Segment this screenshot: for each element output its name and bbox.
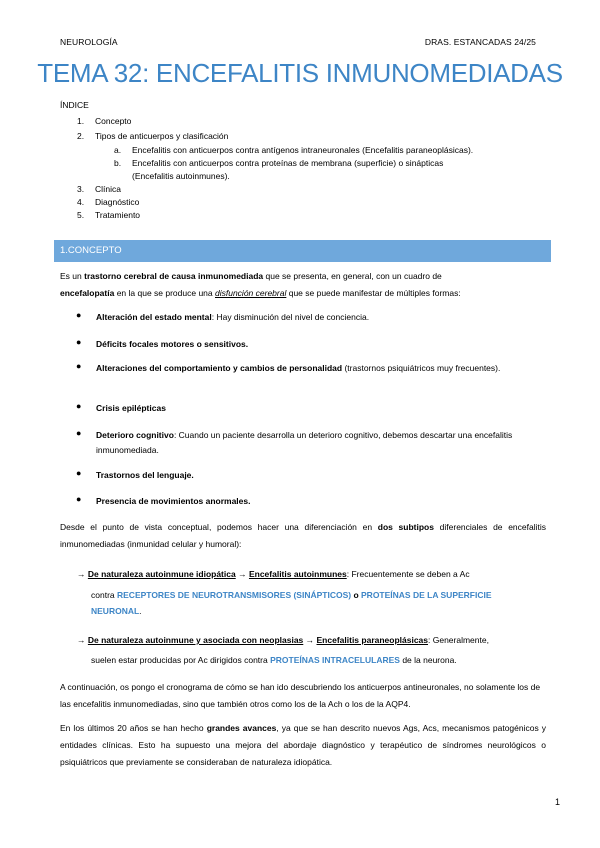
page-title: TEMA 32: ENCEFALITIS INMUNOMEDIADAS	[37, 58, 563, 88]
arrow-icon: →	[77, 569, 86, 579]
index-item	[77, 184, 121, 194]
subtype-autoinmune-detail: contra RECEPTORES DE NEUROTRANSMISORES (SINÁPTICOS) o PROTEÍNAS DE LA SUPERFICIE	[91, 590, 492, 600]
subtypes-paragraph: Desde el punto de vista conceptual, podemos hacer una diferenciación en dos subtipos diferenciales de encefalitis inmunomediadas (inmunidad celular y humoral):	[60, 522, 547, 549]
subtype-paraneoplasica-detail: suelen estar producidas por Ac dirigidos contra PROTEÍNAS INTRACELULARES de la neurona.	[91, 655, 457, 665]
index-item-label: Clínica	[95, 184, 121, 194]
bullet-item: Presencia de movimientos anormales.	[96, 496, 251, 506]
bullet-item: Trastornos del lenguaje.	[96, 470, 194, 480]
index-item-number: 4.	[77, 197, 85, 207]
subtype-paraneoplasica: → De naturaleza autoinmune y asociada con neoplasias → Encefalitis paraneoplásicas: Generalmente,	[77, 635, 489, 645]
index-item-number: 3.	[77, 184, 85, 194]
index-subitem	[114, 158, 443, 168]
header-authors: DRAS. ESTANCADAS 24/25	[424, 37, 536, 47]
index-heading: ÍNDICE	[60, 100, 89, 110]
index-item-label: Concepto	[95, 116, 132, 126]
index-item-label: Tratamiento	[95, 210, 141, 220]
cronograma-paragraph: A continuación, os pongo el cronograma de cómo se han ido descubriendo los anticuerpos antineuronales, no solamente los de las encefalitis inmunomediadas, sino que también otros como los de la Ach o los de la AQP4.	[60, 682, 541, 709]
subtype-autoinmune: → De naturaleza autoinmune idiopática → Encefalitis autoinmunes: Frecuentemente se deben a Ac	[77, 569, 470, 579]
bullet-marker: ●	[76, 401, 82, 411]
index-subitem-label: Encefalitis con anticuerpos contra antígenos intraneuronales (Encefalitis paraneoplásicas).	[132, 145, 474, 155]
bullet-marker: ●	[76, 361, 82, 371]
arrow-icon: →	[77, 635, 86, 645]
index-subitem-label: Encefalitis con anticuerpos contra proteínas de membrana (superficie) o sinápticas	[132, 158, 444, 168]
bullet-item: Déficits focales motores o sensitivos.	[96, 339, 249, 349]
index-subitem	[114, 145, 473, 155]
bullet-marker: ●	[76, 428, 82, 438]
index-item-number: 5.	[77, 210, 85, 220]
page-number: 1	[555, 797, 561, 807]
section-heading-concepto: 1.CONCEPTO	[54, 240, 551, 262]
index-item	[77, 210, 140, 220]
index-item-label: Tipos de anticuerpos y clasificación	[95, 131, 229, 141]
index-subitem-letter: b.	[114, 158, 122, 168]
index-item-number: 2.	[77, 131, 85, 141]
bullet-marker: ●	[76, 337, 82, 347]
index-item	[77, 131, 228, 141]
index-subitem-continuation: (Encefalitis autoinmunes).	[132, 171, 230, 181]
bullet-item: Crisis epilépticas	[96, 403, 166, 413]
avances-paragraph: En los últimos 20 años se han hecho grandes avances, ya que se han descrito nuevos Ags, Acs, mecanismos patogénicos y entidades clínicas. Esto ha supuesto una mejora del abordaje diagnóstico y terapéutico de síndromes neurológicos o psiquiátricos que previamente se consideraban de naturaleza idiopática.	[60, 723, 547, 767]
bullet-marker: ●	[76, 468, 82, 478]
index-item	[77, 116, 131, 126]
bullet-marker: ●	[76, 494, 82, 504]
bullet-item: Alteraciones del comportamiento y cambios de personalidad (trastornos psiquiátricos muy frecuentes).	[96, 363, 501, 373]
bullet-item: Alteración del estado mental: Hay disminución del nivel de conciencia.	[96, 312, 370, 322]
bullet-marker: ●	[76, 310, 82, 320]
header-subject: NEUROLOGÍA	[60, 37, 118, 47]
index-item-label: Diagnóstico	[95, 197, 140, 207]
index-item-number: 1.	[77, 116, 85, 126]
subtype-autoinmune-detail-cont: NEURONAL.	[91, 606, 142, 616]
intro-line-1: Es un trastorno cerebral de causa inmunomediada que se presenta, en general, con un cuadro de	[60, 271, 442, 281]
index-item	[77, 197, 139, 207]
index-subitem-letter: a.	[114, 145, 122, 155]
intro-paragraph	[60, 268, 546, 302]
bullet-item: Deterioro cognitivo: Cuando un paciente desarrolla un deterioro cognitivo, debemos descartar una encefalitis inmunomediada.	[96, 430, 513, 455]
intro-line-2: encefalopatía en la que se produce una disfunción cerebral que se puede manifestar de múltiples formas:	[60, 288, 461, 298]
